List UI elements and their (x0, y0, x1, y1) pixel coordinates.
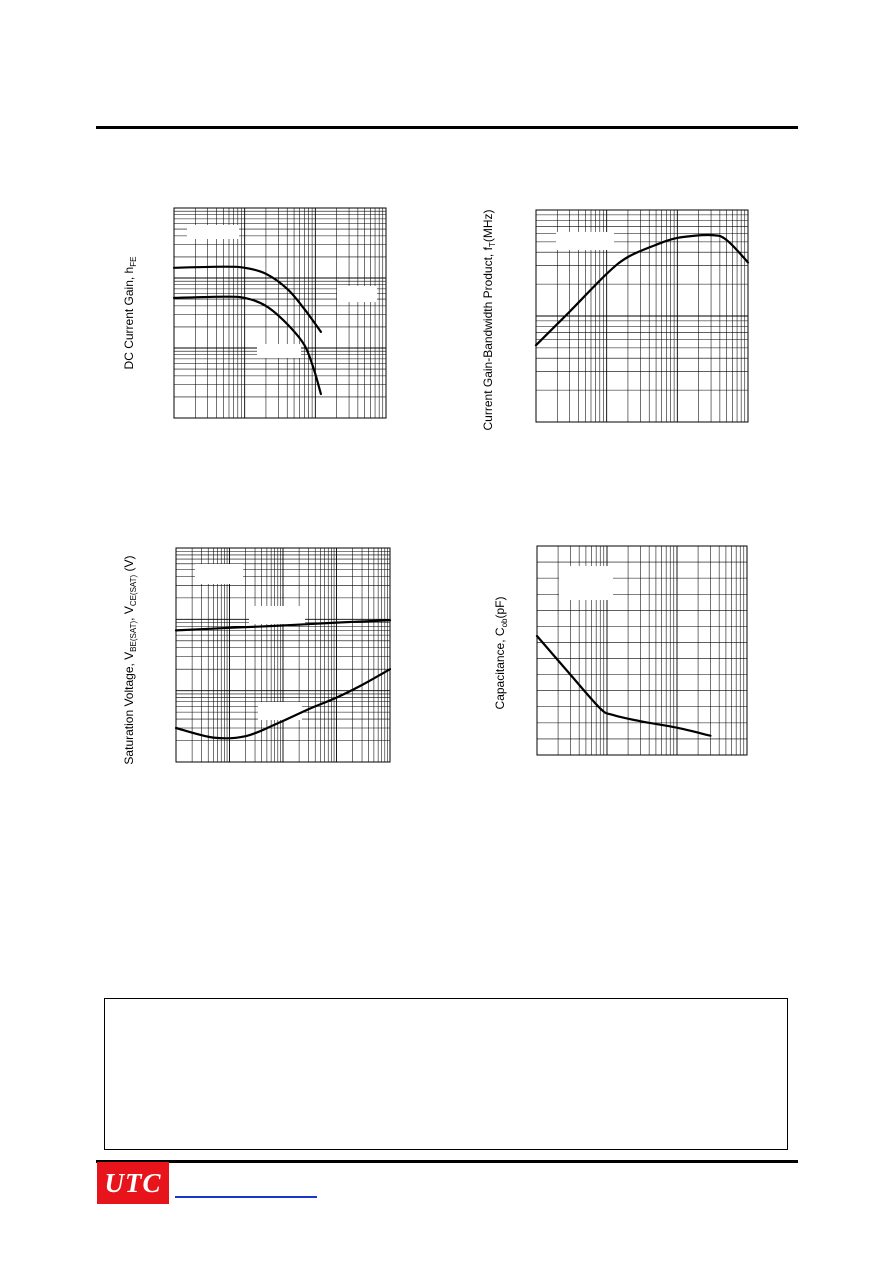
utc-logo-text: UTC (104, 1168, 162, 1198)
website-link[interactable] (175, 1196, 317, 1198)
top-rule (96, 126, 798, 129)
series-line (536, 235, 748, 345)
series-line (537, 636, 710, 736)
grid (174, 208, 386, 418)
chart-saturation-voltage-ylabel: Saturation Voltage, $V_{BE(SAT)}$, $V_{CE(SAT)}$ (V) (121, 555, 139, 765)
annotation-box (195, 564, 243, 584)
chart-saturation-voltage-plot (176, 548, 390, 762)
annotation-box (249, 606, 305, 624)
chart-gain-bandwidth-plot (536, 210, 748, 422)
chart-dc-current-gain-ylabel: DC Current Gain, $h_{FE}$ (121, 256, 139, 370)
chart-capacitance-ylabel: Capacitance, $C_{ob}(pF)$ (492, 596, 510, 710)
utc-logo (97, 1162, 169, 1204)
chart-dc-current-gain (174, 208, 386, 418)
annotation-box (258, 702, 302, 720)
annotation-box (337, 286, 377, 302)
annotation-box (556, 232, 614, 250)
plot-frame (174, 208, 386, 418)
notice-box (104, 998, 788, 1150)
chart-capacitance (537, 546, 747, 755)
chart-gain-bandwidth-ylabel: Current Gain-Bandwidth Product, $f_T(MHz)$ (480, 209, 498, 431)
annotation-box (257, 344, 301, 358)
annotation-box (187, 225, 239, 239)
bottom-rule (96, 1160, 798, 1163)
chart-dc-current-gain-plot (174, 208, 386, 418)
annotation-box (559, 566, 613, 600)
chart-saturation-voltage (176, 548, 390, 762)
chart-capacitance-plot (537, 546, 747, 755)
chart-gain-bandwidth (536, 210, 748, 422)
